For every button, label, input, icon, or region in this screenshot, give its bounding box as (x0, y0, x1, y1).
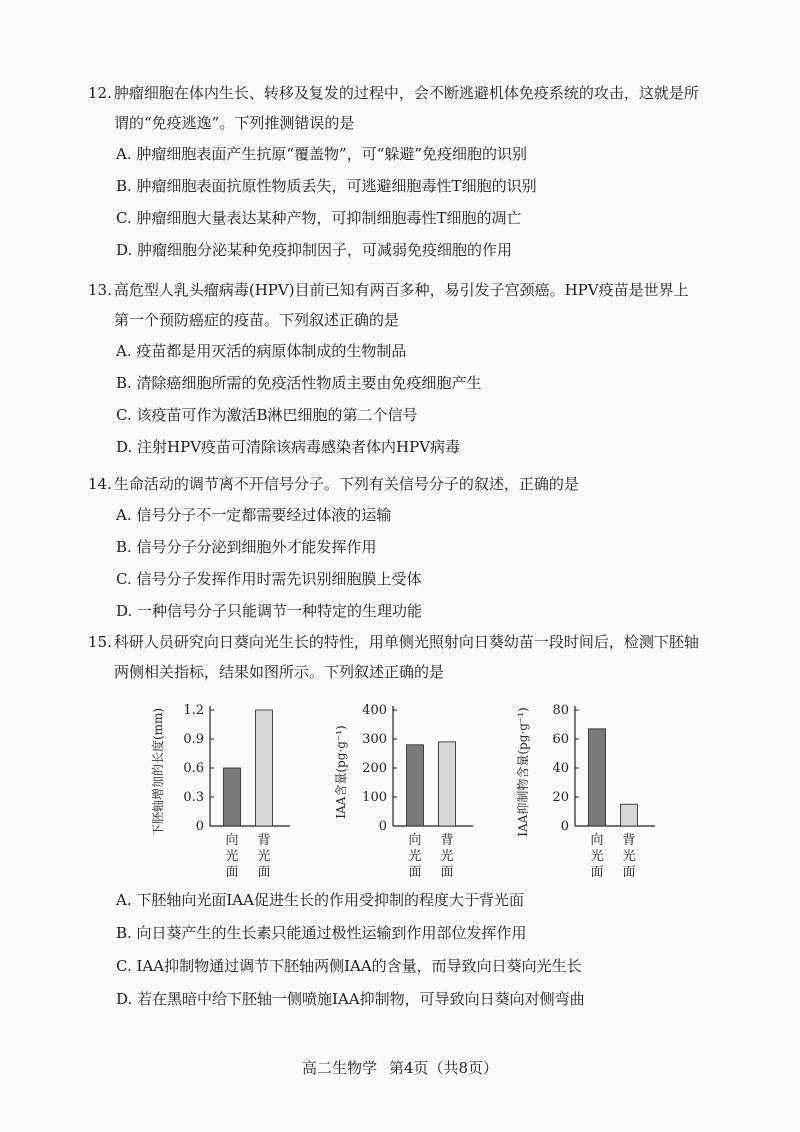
chart-hypocotyl-length-svg (150, 700, 300, 890)
y-axis-label: IAA含量(pg·g⁻¹) (334, 725, 348, 819)
chart-iaa-content (333, 700, 483, 890)
x-category-label-char: 光 (622, 849, 636, 864)
bar-shade-side (621, 804, 638, 826)
y-tick-label: 40 (552, 761, 569, 776)
question-14-stem-line1: 生命活动的调节离不开信号分子。下列有关信号分子的叙述，正确的是 (113, 475, 579, 493)
question-15-stem-line1: 科研人员研究向日葵向光生长的特性，用单侧光照射向日葵幼苗一段时间后，检测下胚轴 (113, 633, 699, 651)
question-12-option-d: D. 肿瘤细胞分泌某种免疫抑制因子，可减弱免疫细胞的作用 (116, 241, 513, 259)
x-category-label-char: 面 (440, 865, 454, 880)
x-category-label-char: 面 (257, 865, 271, 880)
y-axis-label: 下胚轴增加的长度(mm) (151, 707, 165, 837)
x-category-label-char: 向 (225, 833, 239, 848)
chart-iaa-inhibitor-content (515, 700, 665, 890)
y-tick-label: 1.2 (183, 703, 204, 718)
bar-light-side (407, 745, 424, 826)
x-category-label-char: 面 (622, 865, 636, 880)
x-category-label-char: 背 (257, 833, 271, 848)
question-14-number: 14. (88, 475, 112, 493)
question-14-option-d: D. 一种信号分子只能调节一种特定的生理功能 (116, 602, 423, 620)
question-12-number: 12. (88, 84, 112, 102)
x-category-label-char: 向 (408, 833, 422, 848)
question-12-option-c: C. 肿瘤细胞大量表达某种产物，可抑制细胞毒性T细胞的凋亡 (116, 209, 522, 227)
chart-iaa-inhibitor-content-svg (515, 700, 665, 890)
question-15-stem-line2: 两侧相关指标，结果如图所示。下列叙述正确的是 (114, 663, 445, 681)
question-14-option-a: A. 信号分子不一定都需要经过体液的运输 (116, 506, 392, 524)
question-15-option-d: D. 若在黑暗中给下胚轴一侧喷施IAA抑制物，可导致向日葵向对侧弯曲 (116, 990, 585, 1008)
x-category-label-char: 背 (622, 833, 636, 848)
chart-hypocotyl-length (150, 700, 300, 890)
question-12-stem (88, 78, 748, 108)
question-13-stem-line1: 高危型人乳头瘤病毒(HPV)目前已知有两百多种，易引发子宫颈癌。HPV疫苗是世界上 (113, 281, 689, 299)
footer-page-number: 第4页（共8页） (388, 1059, 499, 1077)
y-tick-label: 0.6 (183, 761, 204, 776)
x-category-label-char: 光 (225, 849, 239, 864)
question-15-option-c: C. IAA抑制物通过调节下胚轴两侧IAA的含量，而导致向日葵向光生长 (116, 957, 582, 975)
y-tick-label: 0.9 (183, 732, 204, 747)
y-tick-label: 100 (362, 790, 387, 805)
question-13-number: 13. (88, 281, 112, 299)
x-category-label-char: 面 (225, 865, 239, 880)
question-15-option-b: B. 向日葵产生的生长素只能通过极性运输到作用部位发挥作用 (116, 924, 527, 942)
x-category-label-char: 面 (408, 865, 422, 880)
question-15-stem (88, 627, 748, 657)
footer-course: 高二生物学 (301, 1059, 377, 1077)
x-category-label-char: 光 (590, 849, 604, 864)
x-category-label-char: 面 (590, 865, 604, 880)
y-tick-label: 20 (552, 790, 569, 805)
question-13-option-c: C. 该疫苗可作为激活B淋巴细胞的第二个信号 (116, 406, 418, 424)
y-tick-label: 60 (552, 732, 569, 747)
x-category-label-char: 光 (257, 849, 271, 864)
question-14 (88, 469, 748, 627)
y-tick-label: 0 (378, 819, 387, 834)
question-12-option-a: A. 肿瘤细胞表面产生抗原“覆盖物”，可“躲避”免疫细胞的识别 (116, 145, 528, 163)
question-12-stem-line1: 肿瘤细胞在体内生长、转移及复发的过程中，会不断逃避机体免疫系统的攻击，这就是所 (113, 84, 699, 102)
question-15-number: 15. (88, 633, 112, 651)
y-axis-label: IAA抑制物含量(pg·g⁻¹) (516, 707, 530, 837)
question-15 (88, 627, 748, 687)
bar-light-side (224, 768, 241, 826)
question-15-option-a: A. 下胚轴向光面IAA促进生长的作用受抑制的程度大于背光面 (116, 891, 524, 909)
question-12 (88, 78, 748, 266)
page-footer (0, 1057, 800, 1078)
bar-shade-side (256, 710, 273, 826)
y-tick-label: 80 (552, 703, 569, 718)
y-tick-label: 0.3 (183, 790, 204, 805)
x-category-label-char: 背 (440, 833, 454, 848)
y-tick-label: 0 (560, 819, 569, 834)
bar-light-side (589, 729, 606, 826)
question-15-options (88, 884, 748, 1016)
question-14-option-c: C. 信号分子发挥作用时需先识别细胞膜上受体 (116, 570, 422, 588)
x-category-label-char: 光 (408, 849, 422, 864)
question-13-option-a: A. 疫苗都是用灭活的病原体制成的生物制品 (116, 342, 407, 360)
question-12-stem-line2: 谓的“免疫逃逸”。下列推测错误的是 (114, 114, 355, 132)
y-tick-label: 400 (362, 703, 387, 718)
y-tick-label: 0 (195, 819, 204, 834)
y-tick-label: 300 (362, 732, 387, 747)
question-13-option-b: B. 清除癌细胞所需的免疫活性物质主要由免疫细胞产生 (116, 374, 482, 392)
chart-iaa-content-svg (333, 700, 483, 890)
x-category-label-char: 向 (590, 833, 604, 848)
x-category-label-char: 光 (440, 849, 454, 864)
question-14-stem (88, 469, 748, 499)
question-13-stem-line2: 第一个预防癌症的疫苗。下列叙述正确的是 (114, 311, 400, 329)
question-12-option-b: B. 肿瘤细胞表面抗原性物质丢失，可逃避细胞毒性T细胞的识别 (116, 177, 537, 195)
question-13-stem (88, 275, 748, 305)
y-tick-label: 200 (362, 761, 387, 776)
question-13 (88, 275, 748, 463)
question-13-option-d: D. 注射HPV疫苗可清除该病毒感染者体内HPV病毒 (116, 438, 461, 456)
question-14-option-b: B. 信号分子分泌到细胞外才能发挥作用 (116, 538, 377, 556)
bar-shade-side (439, 742, 456, 826)
